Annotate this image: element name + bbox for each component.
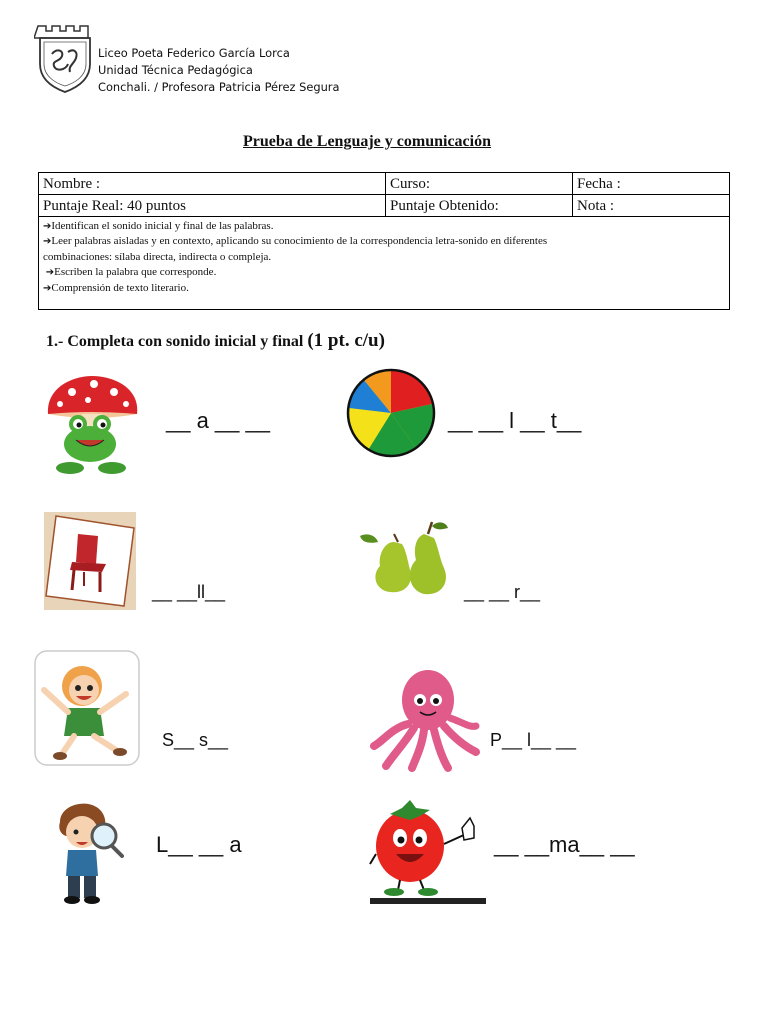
school-unit: Unidad Técnica Pedagógica	[98, 63, 253, 77]
objective-item-continued: combinaciones: sílaba directa, indirecta o compleja.	[43, 250, 272, 263]
exercise-ball-blanks[interactable]: __ __ l __ t__	[448, 408, 582, 433]
curso-cell[interactable]: Curso:	[386, 173, 573, 195]
exercise-girl-blanks[interactable]: S__ s__	[162, 730, 229, 750]
ball-image	[346, 368, 436, 458]
octopus-image	[372, 666, 480, 772]
puntaje-obtenido-cell[interactable]: Puntaje Obtenido:	[386, 195, 573, 217]
nombre-cell[interactable]: Nombre :	[39, 173, 386, 195]
student-info-table	[38, 172, 730, 310]
objectives-cell	[39, 217, 730, 310]
section-heading	[46, 330, 385, 352]
exercise-boy-blanks[interactable]: L__ __ a	[156, 832, 242, 857]
section-points: (1 pt. c/u)	[307, 330, 385, 351]
nota-cell[interactable]: Nota :	[573, 195, 730, 217]
chair-image	[44, 512, 136, 610]
exercise-chair-blanks[interactable]: __ __ll__	[152, 582, 226, 602]
arrow-icon: ➔	[43, 221, 52, 232]
objective-item: ➔Comprensión de texto literario.	[43, 281, 189, 294]
arrow-icon: ➔	[45, 267, 55, 279]
school-crest-logo	[34, 22, 96, 94]
objective-item: ➔Identifican el sonido inicial y final de las palabras.	[43, 220, 274, 232]
objective-item: ➔Leer palabras aisladas y en contexto, aplicando su conocimiento de la correspondencia letra-sonido en diferentes	[43, 235, 548, 248]
pears-image	[354, 520, 450, 598]
frog-mushroom-image	[42, 374, 142, 476]
section-heading-text: 1.- Completa con sonido inicial y final	[46, 333, 304, 350]
objective-item: ➔Escriben la palabra que corresponde.	[45, 266, 217, 279]
arrow-icon: ➔	[43, 236, 52, 248]
puntaje-real-cell: Puntaje Real: 40 puntos	[39, 195, 386, 217]
exercise-pear-blanks[interactable]: __ __ r__	[464, 582, 541, 602]
exercise-octopus-blanks[interactable]: P__ l__ __	[490, 730, 577, 750]
exercise-tomato-blanks[interactable]: __ __ma__ __	[494, 832, 635, 857]
arrow-icon: ➔	[43, 282, 52, 294]
boy-magnifier-image	[46, 796, 126, 908]
school-name: Liceo Poeta Federico García Lorca	[98, 46, 290, 60]
tomato-image	[370, 794, 486, 904]
girl-image	[34, 650, 140, 766]
fecha-cell[interactable]: Fecha :	[573, 173, 730, 195]
school-info	[98, 45, 339, 96]
school-location-teacher: Conchali. / Profesora Patricia Pérez Segura	[98, 80, 340, 94]
exercise-frog-blanks[interactable]: __ a __ __	[166, 408, 270, 433]
page-title: Prueba de Lenguaje y comunicación	[243, 133, 491, 150]
